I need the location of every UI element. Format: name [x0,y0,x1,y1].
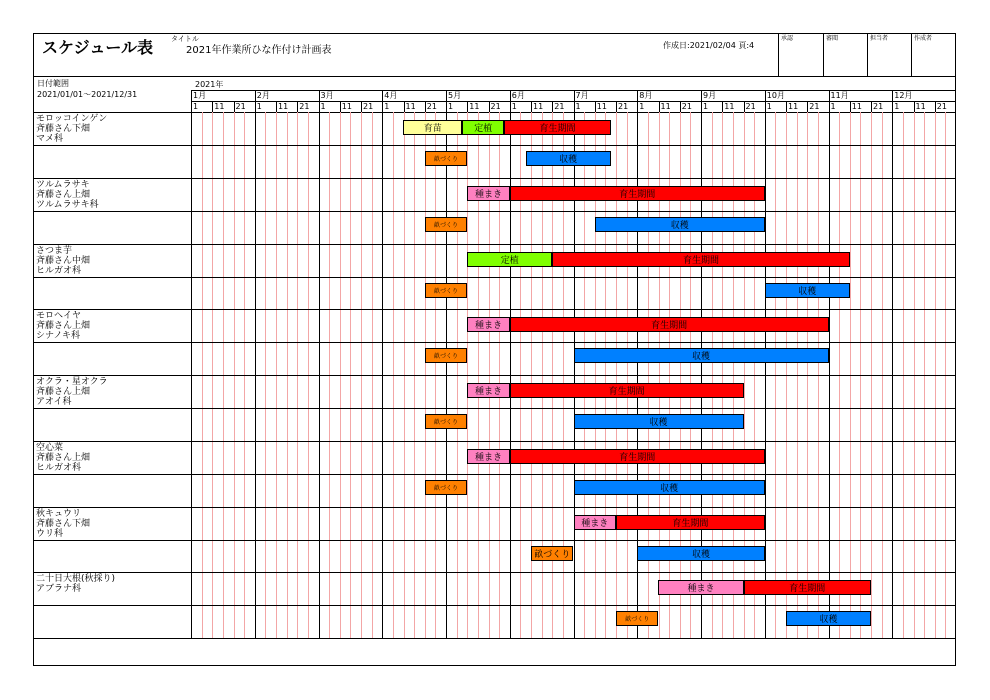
task-bar: 収穫 [786,611,871,626]
crop-label: ウリ科 [36,528,64,539]
task-bar: 種まき [467,317,510,332]
crop-divider [34,178,955,179]
task-bar: 畝づくり [425,151,467,166]
crop-label: ツルムラサキ [36,179,90,190]
day-label: 11 [596,102,607,111]
day-label: 21 [490,102,501,111]
crop-rows [34,34,955,665]
date-range-label: 日付範囲 [37,79,69,88]
day-label: 11 [533,102,544,111]
day-label: 1 [511,102,517,111]
crop-label: ヒルガオ科 [36,462,82,473]
crop-label: 秋キュウリ [36,508,82,519]
task-bar: 収穫 [765,283,850,298]
crop-divider [34,244,955,245]
task-bar: 育生期間 [510,186,765,201]
date-range-value: 2021/01/01～2021/12/31 [37,90,138,99]
day-label: 1 [448,102,454,111]
day-label: 21 [809,102,820,111]
task-bar: 畝づくり [425,414,467,429]
crop-label: 斉藤さん下畑 [36,518,91,529]
month-label: 5月 [448,91,462,100]
approval-label: 承認 [781,35,794,42]
crop-label: 斉藤さん中畑 [36,255,91,266]
crop-mid-line [34,145,955,146]
day-label: 11 [405,102,416,111]
day-label: 21 [299,102,310,111]
review-label: 審閲 [826,35,839,42]
task-bar: 畝づくり [425,283,467,298]
day-label: 21 [873,102,884,111]
task-bar: 畝づくり [425,348,467,363]
author-label: 作成者 [914,35,933,42]
crop-divider [34,375,955,376]
grid-bottom [34,638,955,639]
task-bar: 種まき [467,186,510,201]
month-label: 10月 [766,91,785,100]
day-label: 11 [724,102,735,111]
month-label: 7月 [575,91,589,100]
crop-label: 空心菜 [36,442,64,453]
task-bar: 育生期間 [744,580,872,595]
day-label: 11 [788,102,799,111]
crop-mid-line [34,605,955,606]
day-label: 1 [256,102,262,111]
crop-label: 二十日大根(秋採り) [36,574,116,585]
day-label: 1 [575,102,581,111]
day-label: 11 [915,102,926,111]
crop-label: アブラナ科 [36,584,82,595]
task-bar: 種まき [467,449,510,464]
task-bar: 定植 [467,252,552,267]
day-label: 1 [830,102,836,111]
crop-divider [34,441,955,442]
task-bar: 収穫 [595,217,765,232]
crop-label: モロヘイヤ [36,311,82,322]
crop-mid-line [34,474,955,475]
task-bar: 収穫 [574,480,765,495]
crop-mid-line [34,408,955,409]
day-label: 11 [341,102,352,111]
subtitle: 2021年作業所ひな作付け計画表 [186,45,332,56]
task-bar: 収穫 [574,348,829,363]
task-bar: 種まき [658,580,743,595]
day-label: 1 [766,102,772,111]
crop-label: アオイ科 [36,397,72,407]
task-bar: 種まき [467,383,510,398]
day-label: 1 [894,102,900,111]
crop-label: モロッコインゲン [36,114,108,124]
crop-divider [34,309,955,310]
crop-mid-line [34,342,955,343]
crop-divider [34,507,955,508]
crop-label: シナノキ科 [36,331,81,342]
task-bar: 定植 [462,120,505,135]
task-bar: 収穫 [574,414,744,429]
day-label: 21 [936,102,947,111]
month-label: 6月 [511,91,525,100]
task-bar: 育苗 [403,120,461,135]
day-label: 1 [384,102,390,111]
schedule-sheet [33,33,956,666]
day-label: 21 [745,102,756,111]
task-bar: 畝づくり [531,546,574,561]
task-bar: 畝づくり [425,217,467,232]
crop-label: 斉藤さん上畑 [36,321,91,332]
month-label: 4月 [384,91,398,100]
month-label: 8月 [639,91,653,100]
day-label: 21 [363,102,374,111]
task-bar: 種まき [574,515,617,530]
day-label: 11 [851,102,862,111]
created-date: 作成日:2021/02/04 頁:4 [663,41,755,50]
task-bar: 収穫 [526,151,611,166]
month-label: 12月 [894,91,913,100]
month-label: 2月 [256,91,270,100]
person-in-charge-label: 担当者 [870,35,889,42]
day-label: 21 [554,102,565,111]
task-bar: 畝づくり [616,611,658,626]
crop-label: 斉藤さん下畑 [36,124,91,134]
task-bar: 育生期間 [504,120,610,135]
day-label: 1 [639,102,645,111]
crop-mid-line [34,540,955,541]
day-label: 11 [278,102,289,111]
month-label: 11月 [830,91,849,100]
task-bar: 育生期間 [510,383,744,398]
month-label: 9月 [703,91,717,100]
crop-label: オクラ・星オクラ [36,377,108,387]
crop-label: マメ科 [36,134,64,144]
crop-divider [34,572,955,573]
day-label: 1 [320,102,326,111]
task-bar: 育生期間 [510,317,829,332]
day-label: 1 [703,102,709,111]
day-label: 11 [469,102,480,111]
crop-label: ツルムラサキ科 [36,199,99,210]
subtitle-label: タイトル [171,35,199,43]
task-bar: 収穫 [637,546,765,561]
day-label: 1 [193,102,199,111]
page-title: スケジュール表 [42,38,154,57]
day-label: 11 [660,102,671,111]
month-label: 3月 [320,91,334,100]
day-label: 21 [618,102,629,111]
crop-label: 斉藤さん上畑 [36,452,91,463]
task-bar: 育生期間 [616,515,765,530]
year-label: 2021年 [195,80,224,89]
crop-label: さつま芋 [36,245,73,256]
crop-label: 斉藤さん上畑 [36,189,91,200]
task-bar: 畝づくり [425,480,467,495]
crop-label: ヒルガオ科 [36,265,82,276]
day-label: 21 [681,102,692,111]
task-bar: 育生期間 [552,252,849,267]
month-label: 1月 [193,91,207,100]
task-bar: 育生期間 [510,449,765,464]
crop-label: 斉藤さん上畑 [36,387,91,397]
crop-mid-line [34,277,955,278]
day-label: 11 [214,102,225,111]
crop-mid-line [34,211,955,212]
day-label: 21 [426,102,437,111]
day-label: 21 [235,102,246,111]
